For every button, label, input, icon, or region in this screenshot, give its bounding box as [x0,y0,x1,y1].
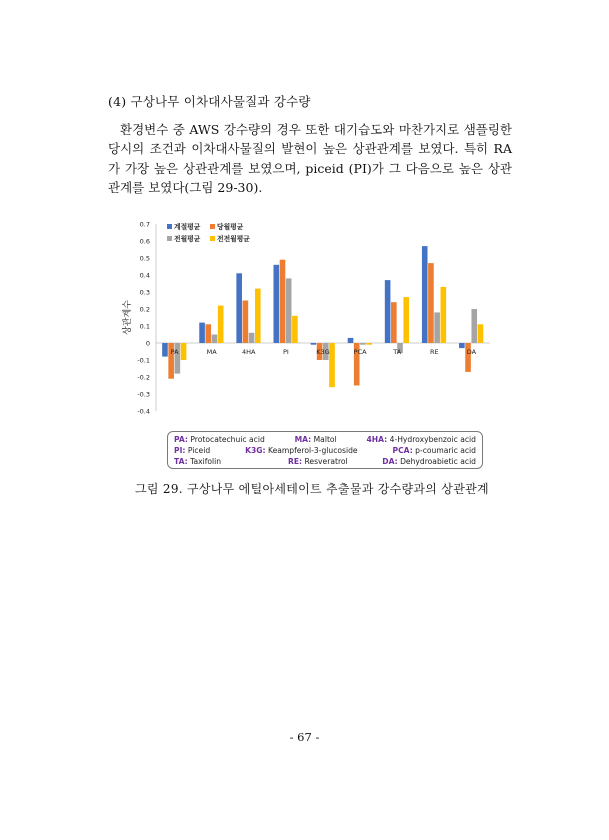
legend-swatch [210,236,215,241]
category-label: PI [282,348,289,356]
abbreviation-code: 4HA: [366,435,388,444]
abbreviation-entry [245,445,358,456]
bar-PCA-series-2 [360,343,366,345]
legend-swatch [210,224,215,229]
abbreviation-code: PI: [174,446,186,456]
abbreviation-legend-box [167,431,483,469]
bar-4HA-series-0 [236,273,242,343]
y-tick-label: 0.2 [139,305,150,314]
abbreviation-entry [393,445,476,456]
series-legend [167,222,250,243]
bar-DA-series-0 [459,343,465,348]
abbreviation-name: 4-Hydroxybenzoic acid [389,435,476,444]
abbreviation-name: Dehydroabietic acid [400,457,476,467]
category-label: PCA [353,348,367,356]
bar-PI-series-3 [292,316,298,343]
y-tick-label: 0.7 [139,220,150,229]
figure-caption: 그림 29. 구상나무 에틸아세테이트 추출물과 강수량과의 상관관계 [135,482,489,496]
abbreviation-entry [382,456,476,467]
bar-PI-series-2 [286,278,292,343]
y-axis-label: 상관계수 [123,300,133,335]
bar-RE-series-2 [434,312,440,343]
bar-RE-series-1 [428,263,434,343]
x-axis-category-labels [171,348,477,356]
category-label: RE [430,348,439,356]
bar-PCA-series-3 [366,343,372,345]
abbreviation-name: Piceid [187,446,211,456]
abbreviation-name: Maltol [313,435,337,444]
legend-swatch [167,224,172,229]
bar-4HA-series-1 [243,301,249,344]
bar-4HA-series-3 [255,289,261,343]
category-label: PA [170,348,179,356]
body-paragraph: 환경변수 중 AWS 강수량의 경우 또한 대기습도와 마찬가지로 샘플링한 당시의 조건과 이차대사물질의 발현이 높은 상관관계를 보였다. 특히 RA 가 가장 높은 상관관계를 보였으며, piceid (PI)가 그 다음으로 높은 상관관계를 보였다(그림 29-30). [108,122,512,196]
bar-DA-series-3 [478,324,484,343]
bar-RE-series-3 [441,287,447,343]
bar-PI-series-1 [280,260,286,343]
category-label: 4HA [242,348,256,356]
abbreviation-code: RE: [287,457,303,467]
y-tick-label: 0.5 [139,254,150,263]
bar-series [162,246,483,387]
abbreviation-name: Taxifolin [190,457,222,467]
bar-PCA-series-0 [348,338,354,343]
y-axis-ticks [137,221,150,416]
bar-4HA-series-2 [249,333,255,343]
category-label: TA [393,348,402,356]
abbreviation-row [174,445,476,456]
bar-MA-series-1 [205,324,211,343]
y-tick-label: -0.3 [137,390,150,399]
abbreviation-code: PA: [174,435,188,444]
legend-label: 당월평균 [217,223,244,231]
bar-MA-series-0 [199,323,205,343]
y-tick-label: -0.4 [137,407,150,416]
abbreviation-name: p-coumaric acid [415,446,476,456]
bar-TA-series-1 [391,302,397,343]
legend-label: 전전월평균 [217,235,250,243]
abbreviation-code: TA: [174,457,188,467]
legend-label: 계절평균 [174,223,201,231]
abbreviation-code: K3G: [245,446,266,456]
bar-PA-series-0 [162,343,168,357]
y-tick-label: 0.3 [139,288,150,297]
y-tick-label: 0.1 [139,322,150,331]
y-tick-label: -0.1 [137,356,150,365]
abbreviation-entry [174,456,288,467]
legend-label: 전월평균 [174,235,201,243]
abbreviation-entry [367,434,476,445]
bar-MA-series-3 [218,306,224,343]
bar-TA-series-0 [385,280,391,343]
bar-RE-series-0 [422,246,428,343]
section-heading: (4) 구상나무 이차대사물질과 강수량 [108,94,311,109]
abbreviation-row [174,434,476,445]
abbreviation-row [174,456,476,467]
abbreviation-code: MA: [294,435,312,444]
abbreviation-entry [288,456,382,467]
bar-K3G-series-0 [311,343,317,345]
y-tick-label: 0.4 [139,271,150,280]
abbreviation-name: Keampferol-3-glucoside [267,446,358,456]
legend-swatch [167,236,172,241]
bar-DA-series-2 [471,309,477,343]
y-tick-label: -0.2 [137,373,150,382]
page-number: - 67 - [289,730,320,744]
y-tick-label: 0.6 [139,237,150,246]
bar-TA-series-3 [403,297,409,343]
category-label: DA [466,348,477,356]
bar-PI-series-0 [273,265,279,343]
category-label: MA [206,348,217,356]
abbreviation-code: PCA: [392,446,413,456]
bar-PA-series-3 [181,343,187,360]
category-label: K3G [316,348,330,356]
abbreviation-name: Protocatechuic acid [190,435,265,444]
bar-MA-series-2 [212,335,218,344]
abbreviation-entry [174,445,210,456]
abbreviation-entry [174,434,265,445]
abbreviation-code: DA: [382,457,398,467]
abbreviation-name: Resveratrol [304,457,348,467]
bar-K3G-series-3 [329,343,335,387]
abbreviation-entry [295,434,337,445]
y-tick-label: 0 [145,339,150,348]
